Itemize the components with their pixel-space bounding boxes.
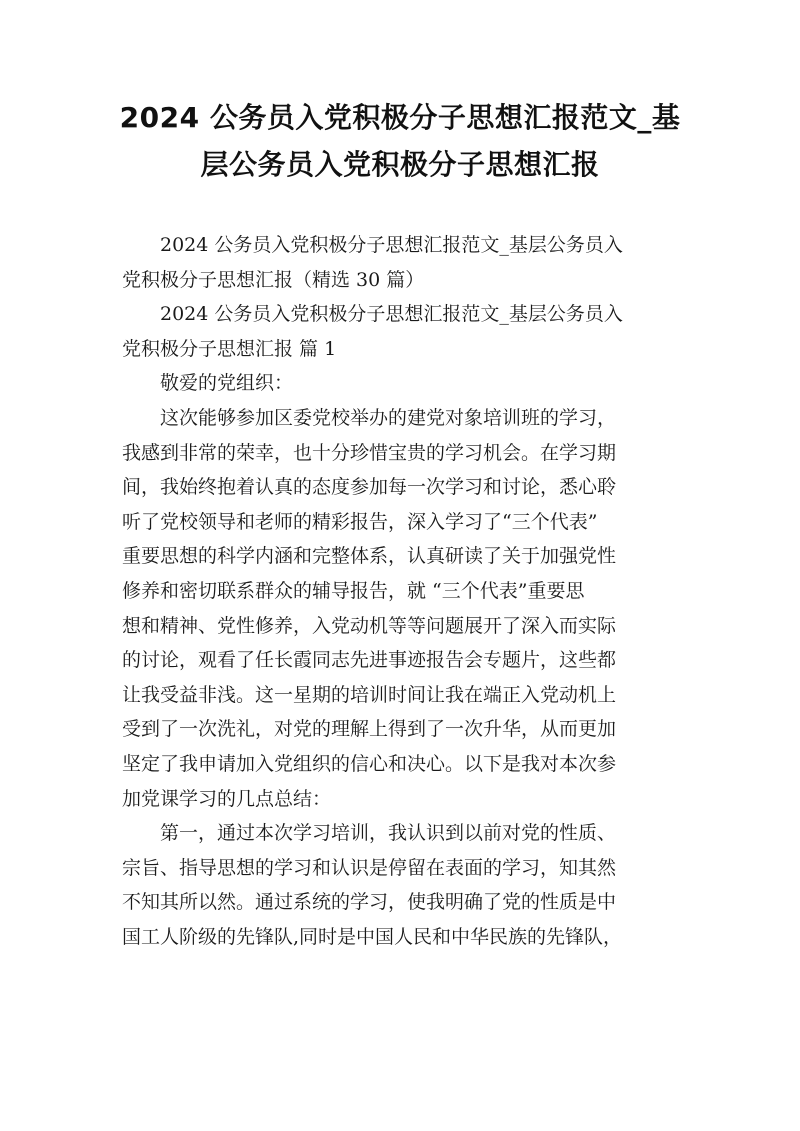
text-line: 修养和密切联系群众的辅导报告，就 “三个代表”重要思 [122,579,585,602]
document-title [100,94,700,188]
text-line: 敬爱的党组织： [160,372,294,395]
text-line: 第一，通过本次学习培训，我认识到以前对党的性质、 [160,822,617,845]
text-line: 坚定了我申请加入党组织的信心和决心。以下是我对本次参 [122,752,617,775]
text-line: 让我受益非浅。这一星期的培训时间让我在端正入党动机上 [122,683,617,706]
paragraph-2 [122,816,682,954]
text-line: 间，我始终抱着认真的态度参加每一次学习和讨论，悉心聆 [122,476,617,499]
title-line: 层公务员入党积极分子思想汇报 [200,148,600,181]
text-line: 重要思想的科学内涵和完整体系，认真研读了关于加强党性 [122,545,617,568]
text-line: 想和精神、党性修养，入党动机等等问题展开了深入而实际 [122,614,617,637]
text-line: 党积极分子思想汇报 篇 1 [122,337,337,360]
text-line: 国工人阶级的先锋队,同时是中国人民和中华民族的先锋队， [122,925,623,948]
text-line: 宗旨、指导思想的学习和认识是停留在表面的学习，知其然 [122,856,617,879]
text-line: 受到了一次洗礼，对党的理解上得到了一次升华，从而更加 [122,718,617,741]
text-line: 2024 公务员入党积极分子思想汇报范文_基层公务员入 [160,303,623,326]
paragraph-1 [122,401,682,816]
document-body [122,228,682,954]
text-line: 党积极分子思想汇报（精选 30 篇） [122,268,425,291]
text-line: 听了党校领导和老师的精彩报告，深入学习了“三个代表” [122,510,598,533]
salutation [122,366,682,401]
text-line: 2024 公务员入党积极分子思想汇报范文_基层公务员入 [160,234,623,256]
text-line: 的讨论，观看了任长霞同志先进事迹报告会专题片，这些都 [122,649,617,672]
text-line: 我感到非常的荣幸，也十分珍惜宝贵的学习机会。在学习期 [122,441,617,464]
intro-collection-title [122,228,682,297]
title-line: 2024 公务员入党积极分子思想汇报范文_基 [119,101,681,134]
article-heading [122,297,682,366]
text-line: 加党课学习的几点总结： [122,787,332,810]
text-line: 不知其所以然。通过系统的学习，使我明确了党的性质是中 [122,891,617,914]
text-line: 这次能够参加区委党校举办的建党对象培训班的学习， [160,406,617,429]
